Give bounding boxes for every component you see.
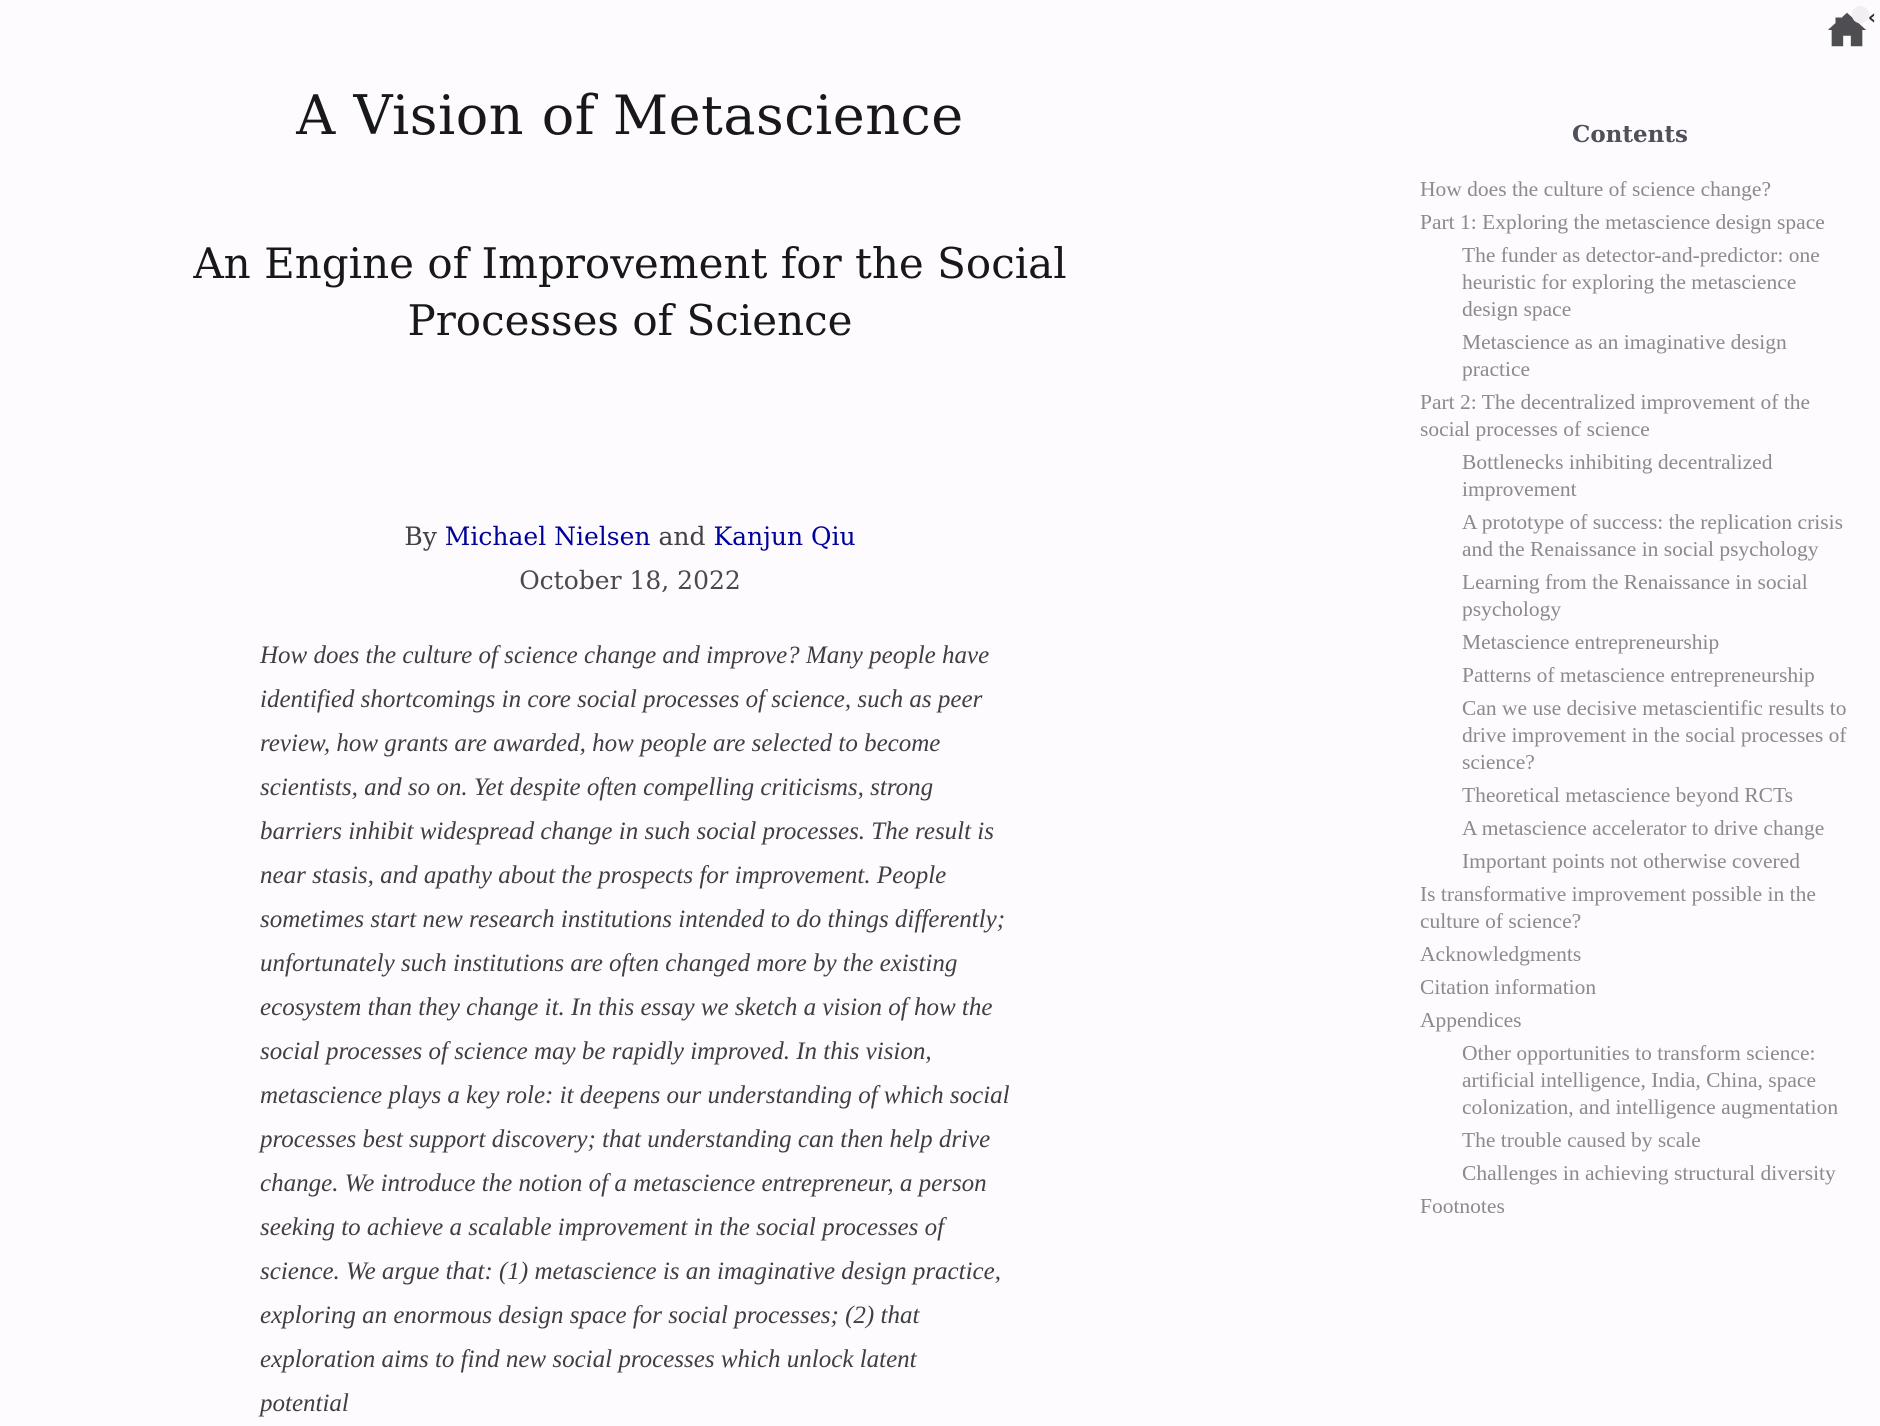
toc-item[interactable] xyxy=(1405,209,1855,236)
toc-item-label: Acknowledgments xyxy=(1420,942,1582,966)
byline-prefix: By xyxy=(404,522,437,551)
toc-item-label: Other opportunities to transform science: artificial intelligence, India, China, space colonization, and intelligence augmentation xyxy=(1462,1041,1839,1119)
toc-item-label: Patterns of metascience entrepreneurship xyxy=(1462,663,1815,687)
toc-item[interactable] xyxy=(1405,815,1855,842)
toc-item-label: Theoretical metascience beyond RCTs xyxy=(1462,783,1794,807)
home-icon xyxy=(1824,6,1870,52)
toc-item[interactable] xyxy=(1405,329,1855,383)
toc-item-label: Part 1: Exploring the metascience design space xyxy=(1420,210,1825,234)
toc-item[interactable] xyxy=(1405,974,1855,1001)
toc-item[interactable] xyxy=(1405,941,1855,968)
page-subtitle: An Engine of Improvement for the Social Processes of Science xyxy=(193,239,1067,345)
toc-item[interactable] xyxy=(1405,449,1855,503)
toc-item-label: A metascience accelerator to drive change xyxy=(1462,816,1825,840)
toc-item-label: Challenges in achieving structural diversity xyxy=(1462,1161,1836,1185)
contents-heading: Contents xyxy=(1572,121,1688,148)
author-link-michael-nielsen[interactable]: Michael Nielsen xyxy=(444,522,651,551)
toc-item[interactable] xyxy=(1405,242,1855,323)
toc-item-label: Is transformative improvement possible in the culture of science? xyxy=(1420,882,1816,933)
toc-item[interactable] xyxy=(1405,782,1855,809)
home-button[interactable] xyxy=(1824,6,1870,55)
toc-item[interactable] xyxy=(1405,1007,1855,1034)
toc-item[interactable] xyxy=(1405,569,1855,623)
toc-item[interactable] xyxy=(1405,695,1855,776)
toc-item[interactable] xyxy=(1405,389,1855,443)
toc-item-label: Metascience entrepreneurship xyxy=(1462,630,1720,654)
toc-item-label: Learning from the Renaissance in social psychology xyxy=(1462,570,1808,621)
toc-item-label: Citation information xyxy=(1420,975,1597,999)
toc-item[interactable] xyxy=(1405,1127,1855,1154)
toc-item[interactable] xyxy=(1405,848,1855,875)
abstract-text: How does the culture of science change and improve? Many people have identified shortcomings in core social processes of science, such as peer review, how grants are awarded, how people are selected to become scientists, and so on. Yet despite often compelling criticisms, strong barriers inhibit widespread change in such social processes. The result is near stasis, and apathy about the prospects for improvement. People sometimes start new research institutions intended to do things differently; unfortunately such institutions are often changed more by the existing ecosystem than they change it. In this essay we sketch a vision of how the social processes of science may be rapidly improved. In this vision, metascience plays a key role: it deepens our understanding of which social processes best support discovery; that understanding can then help drive change. We introduce the notion of a metascience entrepreneur, a person seeking to achieve a scalable improvement in the social processes of science. We argue that: (1) metascience is an imaginative design practice, exploring an enormous design space for social processes; (2) that exploration aims to find new social processes which unlock latent potential xyxy=(260,642,1010,1417)
toc-item[interactable] xyxy=(1405,176,1855,203)
toc-item-label: Important points not otherwise covered xyxy=(1462,849,1800,873)
toc-item[interactable] xyxy=(1405,1040,1855,1121)
page-title: A Vision of Metascience xyxy=(296,84,964,147)
toc-item[interactable] xyxy=(1405,1160,1855,1187)
article-column xyxy=(160,0,1100,1426)
chevron-left-icon: ‹ xyxy=(1867,5,1876,29)
publication-date: October 18, 2022 xyxy=(519,566,741,595)
byline-conjunction: and xyxy=(658,522,706,551)
toc-item[interactable] xyxy=(1405,629,1855,656)
toc-item-label: Part 2: The decentralized improvement of the social processes of science xyxy=(1420,390,1811,441)
toc-item-label: A prototype of success: the replication crisis and the Renaissance in social psychology xyxy=(1462,510,1843,561)
toc-item-label: Can we use decisive metascientific results to drive improvement in the social processes of science? xyxy=(1462,696,1847,774)
toc-item[interactable] xyxy=(1405,662,1855,689)
toc-item-label: Bottlenecks inhibiting decentralized improvement xyxy=(1462,450,1773,501)
toc-item[interactable] xyxy=(1405,509,1855,563)
toc-item-label: How does the culture of science change? xyxy=(1420,177,1772,201)
toc-item-label: The funder as detector-and-predictor: one heuristic for exploring the metascience design space xyxy=(1462,243,1820,321)
contents-list xyxy=(1405,176,1855,1220)
toc-item-label: Metascience as an imaginative design practice xyxy=(1462,330,1787,381)
toc-item[interactable] xyxy=(1405,1193,1855,1220)
toc-item[interactable] xyxy=(1405,881,1855,935)
author-link-kanjun-qiu[interactable]: Kanjun Qiu xyxy=(713,522,856,551)
contents-sidebar xyxy=(1405,0,1855,1226)
toc-item-label: Appendices xyxy=(1420,1008,1522,1032)
toc-item-label: Footnotes xyxy=(1420,1194,1505,1218)
byline xyxy=(160,519,1100,555)
home-nav xyxy=(1824,6,1876,58)
toc-item-label: The trouble caused by scale xyxy=(1462,1128,1701,1152)
